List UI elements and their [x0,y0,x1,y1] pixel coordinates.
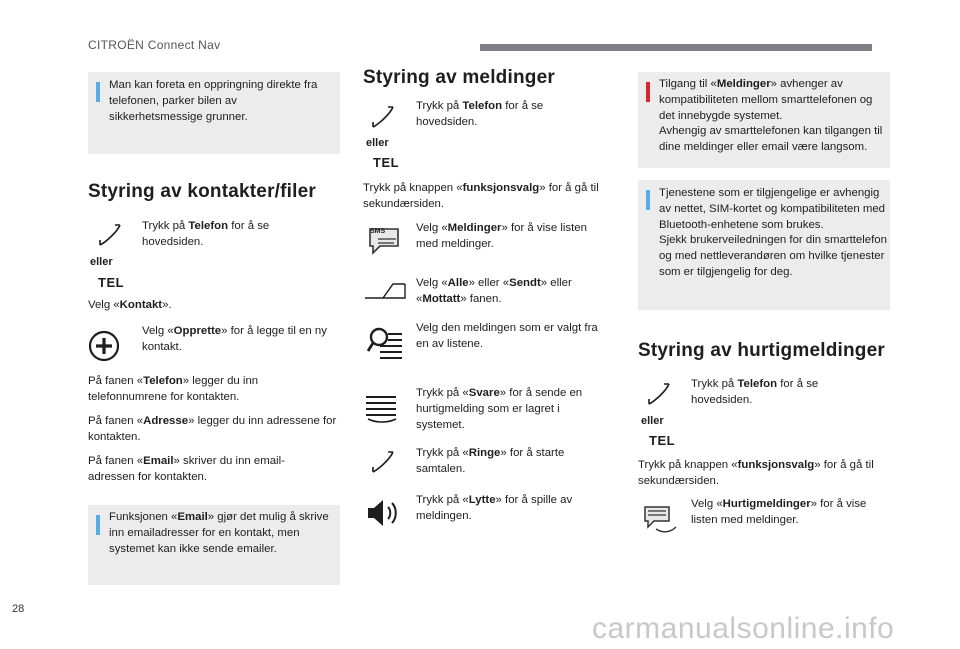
phone-icon [370,104,396,130]
para-address-tab: På fanen «Adresse» legger du inn adressene for kontakten. [88,415,337,443]
speaker-icon [366,498,402,528]
info-text: Funksjonen «Email» gjør det mulig å skrive inn emailadresser for en kontakt, men systemet kan ikke sende emailer. [109,511,329,555]
or-label: eller [90,256,113,268]
warning-marker [646,82,650,102]
press-function-button: Trykk på knappen «funksjonsvalg» for å gå til sekundærsiden. [638,459,874,487]
phone-icon [97,222,123,248]
heading-quick-messages: Styring av hurtigmeldinger [638,340,885,361]
tel-label: TEL [98,275,125,290]
header-bar [480,44,872,51]
info-box-email [88,505,340,585]
manual-title: CITROËN Connect Nav [88,38,221,52]
warning-box-messages [638,72,890,168]
reply-step: Trykk på «Svare» for å sende en hurtigmelding som er lagret i systemet. [416,387,583,431]
info-text: Man kan foreta en oppringning direkte fra telefonen, parker bilen av sikkerhetsmessige grunner. [109,79,318,123]
info-box-call [88,72,340,154]
phone-icon [646,381,672,407]
heading-messages: Styring av meldinger [363,67,555,88]
info-text: Tjenestene som er tilgjengelige er avhengig av nettet, SIM-kortet og kompatibiliteten med Bluetooth-enhetene som brukes. Sjekk brukerveiledningen for din smarttelefon og med nettleverandøren om hvilke tjenester som er tilgjengelig for deg. [659,187,887,278]
heading-contacts: Styring av kontakter/filer [88,181,316,202]
select-messages: Velg «Meldinger» for å vise listen med meldinger. [416,222,587,250]
info-marker [646,190,650,210]
info-box-services [638,180,890,310]
para-email-tab: På fanen «Email» skriver du inn email-adressen for kontakten. [88,455,285,483]
info-marker [96,515,100,535]
warning-text: Tilgang til «Meldinger» avhenger av kompatibiliteten mellom smarttelefonen og det innebygde systemet. Avhengig av smarttelefonen kan tilgangen til dine meldinger eller email være langsom. [659,78,883,154]
create-contact: Velg «Opprette» for å legge til en ny kontakt. [142,325,327,353]
add-icon [88,330,120,362]
phone-icon [370,449,396,475]
step-open-phone: Trykk på Telefon for å se hovedsiden. [416,100,544,128]
page-number: 28 [12,603,25,615]
tel-label: TEL [649,433,676,448]
watermark: carmanualsonline.info [592,612,895,645]
select-message-from-list: Velg den meldingen som er valgt fra en av listene. [416,322,598,350]
select-quick-messages: Velg «Hurtigmeldinger» for å vise listen med meldinger. [691,498,867,526]
step-open-phone: Trykk på Telefon for å se hovedsiden. [691,378,819,406]
press-function-button: Trykk på knappen «funksjonsvalg» for å gå til sekundærsiden. [363,182,599,210]
or-label: eller [641,415,664,427]
info-marker [96,82,100,102]
tab-icon [363,280,407,302]
call-step: Trykk på «Ringe» for å starte samtalen. [416,447,565,475]
quick-message-icon [364,393,398,423]
step-open-phone: Trykk på Telefon for å se hovedsiden. [142,220,270,248]
quick-messages-icon [642,503,678,535]
para-phone-tab: På fanen «Telefon» legger du inn telefonnumrene for kontakten. [88,375,259,403]
tel-label: TEL [373,155,400,170]
sms-badge-label: SMS [370,228,386,235]
select-tab: Velg «Alle» eller «Sendt» eller «Mottatt» fanen. [416,277,572,305]
search-list-icon [366,324,404,362]
listen-step: Trykk på «Lytte» for å spille av meldingen. [416,494,573,522]
or-label: eller [366,137,389,149]
select-contact: Velg «Kontakt». [88,299,172,311]
